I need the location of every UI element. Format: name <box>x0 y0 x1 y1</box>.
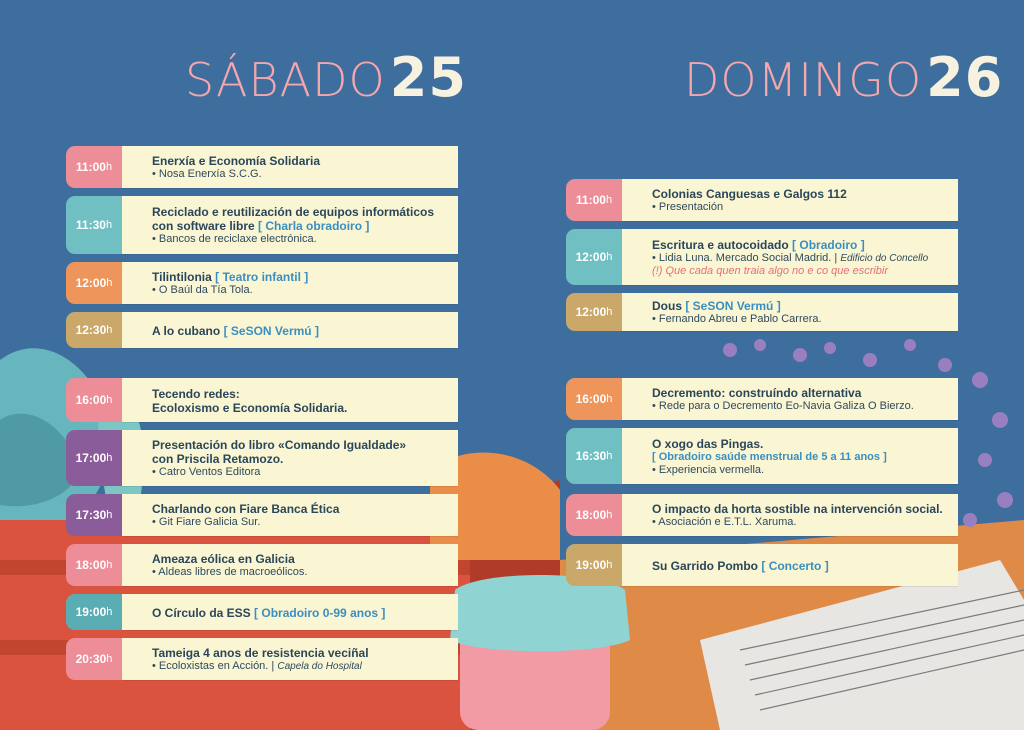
sunday-heading <box>684 46 1003 109</box>
event-title: Tecendo redes: <box>152 386 240 401</box>
event-title: Reciclado e reutilización de equipos informáticos <box>152 205 435 219</box>
event-time: 11:00 h <box>566 179 622 221</box>
event-time: 19:00 h <box>566 544 622 586</box>
saturday-heading <box>185 46 467 109</box>
event-time: 17:00 h <box>66 430 122 486</box>
schedule-item <box>566 179 958 221</box>
saturday-day-number: 25 <box>389 46 467 109</box>
schedule-item <box>566 293 958 331</box>
schedule-item: 20:30 h Tameiga 4 anos de resistencia veciñal • Ecoloxistas en Acción. | Capela do Hospital <box>66 638 458 680</box>
schedule-item <box>66 494 458 536</box>
event-time: 11:30 h <box>66 196 122 254</box>
event-detail: • Rede para o Decremento Eo-Navia Galiza O Bierzo. <box>652 400 914 412</box>
event-title-cont: Ecoloxismo e Economía Solidaria. <box>152 400 348 415</box>
event-tag: [ Charla obradoiro ] <box>258 219 370 233</box>
schedule-item <box>66 146 458 188</box>
schedule-item <box>66 378 458 422</box>
event-location: Edificio do Concello <box>840 252 929 264</box>
event-detail: • Catro Ventos Editora <box>152 466 261 478</box>
event-time: 12:30 h <box>66 312 122 348</box>
schedule-item <box>66 312 458 348</box>
event-tag: [ SeSON Vermú ] <box>223 323 319 338</box>
schedule-item <box>66 544 458 586</box>
sunday-day-number: 26 <box>926 46 1004 109</box>
event-title: Enerxía e Economía Solidaria <box>152 154 321 168</box>
event-title: Tilintilonia <box>152 270 212 284</box>
event-title-cont: con software libre <box>152 219 255 233</box>
event-title: Su Garrido Pombo <box>652 558 759 573</box>
event-tag: [ Obradoiro 0-99 anos ] <box>254 605 386 620</box>
event-title: O Círculo da ESS <box>152 605 251 620</box>
event-detail: • Fernando Abreu e Pablo Carrera. <box>652 313 822 325</box>
event-title: Ameaza eólica en Galicia <box>152 552 295 566</box>
sunday-day-word: DOMINGO <box>684 53 923 107</box>
schedule-item <box>66 262 458 304</box>
saturday-day-word: SÁBADO <box>185 53 386 107</box>
event-title: Escritura e autocoidado <box>652 237 789 252</box>
event-note: (!) Que cada quen traia algo no e co que escribir <box>652 264 889 277</box>
event-tag: [ Obradoiro saúde menstrual de 5 a 11 anos ] <box>652 450 887 463</box>
event-title: Colonias Canguesas e Galgos 112 <box>652 187 847 201</box>
event-time: 18:00 h <box>566 494 622 536</box>
schedule-item <box>66 594 458 630</box>
event-tag: [ Concerto ] <box>761 558 829 573</box>
event-tag: [ Obradoiro ] <box>792 237 865 252</box>
event-title: Dous <box>652 299 682 313</box>
schedule-item: 12:00 h Escritura e autocoidado [ Obradoiro ] • Lidia Luna. Mercado Social Madrid. | Edificio do Concello (!) Que cada quen traia algo no e co que escribir <box>566 229 958 285</box>
event-title: A lo cubano <box>152 323 221 338</box>
event-time: 19:00 h <box>66 594 122 630</box>
event-time: 12:00 h <box>66 262 122 304</box>
event-detail: • Aldeas libres de macroeólicos. <box>152 566 308 578</box>
event-tag: [ SeSON Vermú ] <box>685 299 781 313</box>
event-title-cont: con Priscila Retamozo. <box>152 452 284 466</box>
event-time: 12:00 h <box>566 293 622 331</box>
event-title: Tameiga 4 anos de resistencia veciñal <box>152 646 369 660</box>
event-detail: • Nosa Enerxía S.C.G. <box>152 168 262 180</box>
event-title: Presentación do libro «Comando Igualdade» <box>152 438 407 452</box>
event-time: 18:00 h <box>66 544 122 586</box>
schedule-item <box>66 430 458 486</box>
event-time: 16:00 h <box>566 378 622 420</box>
schedule-item <box>566 544 958 586</box>
event-title: O impacto da horta sostible na intervención social. <box>652 502 943 516</box>
event-title: O xogo das Pingas. <box>652 436 764 451</box>
event-location: Capela do Hospital <box>277 661 362 672</box>
event-time: 17:30 h <box>66 494 122 536</box>
event-detail: • Ecoloxistas en Acción. <box>152 660 269 672</box>
schedule-item <box>566 428 958 484</box>
event-time: 16:30 h <box>566 428 622 484</box>
event-detail: • Lidia Luna. Mercado Social Madrid. <box>652 251 832 264</box>
event-tag: [ Teatro infantil ] <box>215 270 309 284</box>
event-time: 12:00 h <box>566 229 622 285</box>
event-detail: • Asociación e E.T.L. Xaruma. <box>652 516 797 528</box>
event-detail: • O Baúl da Tía Tola. <box>152 284 253 296</box>
event-detail: • Presentación <box>652 201 724 213</box>
schedule-item <box>566 494 958 536</box>
event-title: Charlando con Fiare Banca Ética <box>152 502 340 516</box>
event-time: 20:30 h <box>66 638 122 680</box>
event-detail: • Experiencia vermella. <box>652 463 765 476</box>
schedule-item <box>66 196 458 254</box>
event-time: 11:00 h <box>66 146 122 188</box>
event-detail: • Git Fiare Galicia Sur. <box>152 516 261 528</box>
event-detail: • Bancos de reciclaxe electrónica. <box>152 233 317 245</box>
event-time: 16:00 h <box>66 378 122 422</box>
event-title: Decremento: construíndo alternativa <box>652 386 862 400</box>
schedule-item <box>566 378 958 420</box>
